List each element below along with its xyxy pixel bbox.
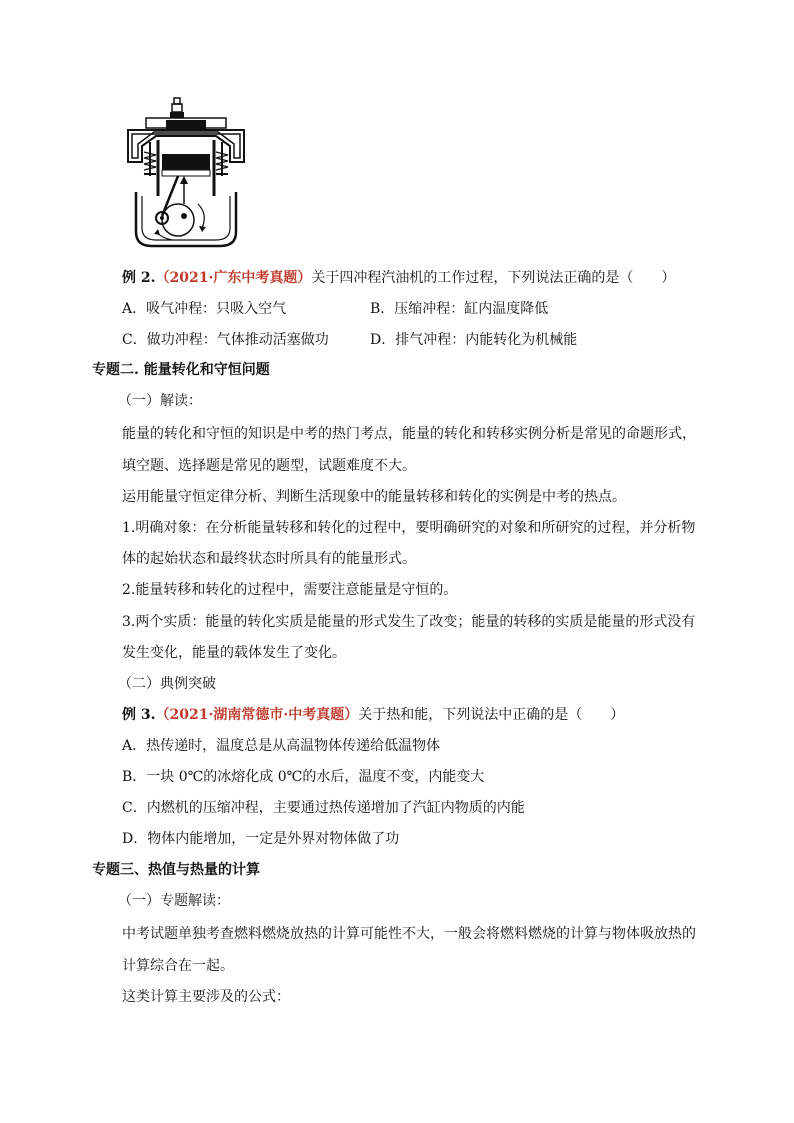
topic-3-para-1-line-2: 计算综合在一起。 <box>122 958 234 974</box>
topic-2-subheading-1: （一）解读： <box>118 393 202 409</box>
example-2-option-b: B．压缩冲程：缸内温度降低 <box>370 301 549 317</box>
topic-2-para-2: 运用能量守恒定律分析、判断生活现象中的能量转移和转化的实例是中考的热点。 <box>122 489 626 505</box>
example-3-option-d: D．物体内能增加，一定是外界对物体做了功 <box>122 831 400 847</box>
example-2-question <box>122 268 675 288</box>
topic-2-item-1-line-2: 体的起始状态和最终状态时所具有的能量形式。 <box>122 551 416 567</box>
topic-2-heading: 专题二. 能量转化和守恒问题 <box>92 362 270 378</box>
example-2-option-a: A．吸气冲程：只吸入空气 <box>122 301 287 317</box>
example-3-label: 例 3. <box>122 707 156 723</box>
topic-2-item-3-line-1: 3.两个实质：能量的转化实质是能量的形式发生了改变；能量的转移的实质是能量的形式没有 <box>122 614 696 630</box>
topic-2-para-1-line-2: 填空题、选择题是常见的题型，试题难度不大。 <box>122 458 416 474</box>
engine-diagram <box>122 96 250 248</box>
topic-2-item-1-line-1: 1.明确对象：在分析能量转移和转化的过程中，要明确研究的对象和所研究的过程，并分析物 <box>122 520 696 536</box>
example-3-option-c: C．内燃机的压缩冲程，主要通过热传递增加了汽缸内物质的内能 <box>122 800 525 816</box>
topic-2-subheading-2: （二）典例突破 <box>118 676 216 692</box>
topic-3-para-1-line-1: 中考试题单独考查燃料燃烧放热的计算可能性不大，一般会将燃料燃烧的计算与物体吸放热的 <box>122 926 696 942</box>
topic-2-item-2: 2.能量转移和转化的过程中，需要注意能量是守恒的。 <box>122 582 458 598</box>
example-3-source: （2021·湖南常德市·中考真题） <box>155 707 359 723</box>
example-2-label: 例 2. <box>122 270 156 286</box>
example-2-option-c: C．做功冲程：气体推动活塞做功 <box>122 332 329 348</box>
topic-3-heading: 专题三、热值与热量的计算 <box>92 862 260 878</box>
example-3-question <box>122 705 624 725</box>
topic-2-para-1-line-1: 能量的转化和守恒的知识是中考的热门考点，能量的转化和转移实例分析是常见的命题形式， <box>122 426 696 442</box>
example-2-text: 关于四冲程汽油机的工作过程，下列说法正确的是（ ） <box>311 270 676 286</box>
example-3-text: 关于热和能，下列说法中正确的是（ ） <box>358 707 625 723</box>
example-3-option-a: A．热传递时，温度总是从高温物体传递给低温物体 <box>122 738 441 754</box>
example-2-source: （2021·广东中考真题） <box>155 270 312 286</box>
topic-2-item-3-line-2: 发生变化，能量的载体发生了变化。 <box>122 645 346 661</box>
example-2-option-d: D．排气冲程：内能转化为机械能 <box>370 332 578 348</box>
topic-3-para-2: 这类计算主要涉及的公式： <box>122 989 290 1005</box>
topic-3-subheading-1: （一）专题解读： <box>118 893 230 909</box>
example-3-option-b: B．一块 0℃的冰熔化成 0℃的水后，温度不变，内能变大 <box>122 769 485 785</box>
